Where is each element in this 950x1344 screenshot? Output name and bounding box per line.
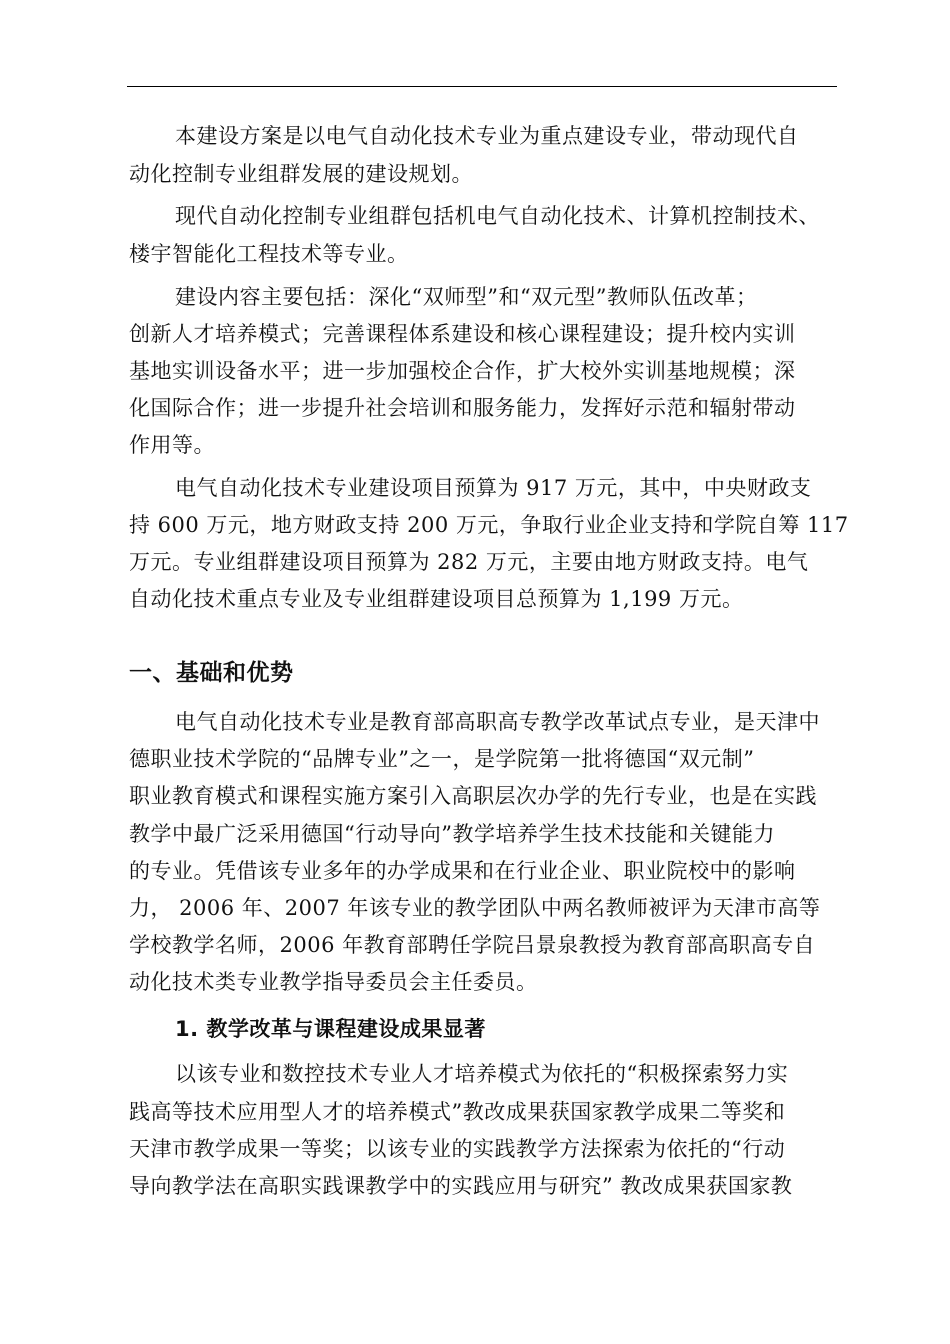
- paragraph-line: 基地实训设备水平；进一步加强校企合作，扩大校外实训基地规模；深: [129, 359, 796, 383]
- paragraph-line: 电气自动化技术专业是教育部高职高专教学改革试点专业，是天津中: [175, 710, 820, 734]
- paragraph-line: 践高等技术应用型人才的培养模式”教改成果获国家教学成果二等奖和: [129, 1100, 786, 1124]
- paragraph-line: 天津市教学成果一等奖；以该专业的实践教学方法探索为依托的“行动: [129, 1137, 786, 1161]
- paragraph-line: 电气自动化技术专业建设项目预算为 917 万元，其中，中央财政支: [175, 476, 812, 500]
- paragraph-line: 以该专业和数控技术专业人才培养模式为依托的“积极探索努力实: [175, 1062, 789, 1086]
- header-rule: [127, 86, 837, 87]
- paragraph-line: 作用等。: [129, 433, 215, 457]
- paragraph-line: 自动化技术重点专业及专业组群建设项目总预算为 1,199 万元。: [129, 587, 744, 611]
- paragraph-line: 德职业技术学院的“品牌专业”之一，是学院第一批将德国“双元制”: [129, 747, 755, 771]
- paragraph-line: 导向教学法在高职实践课教学中的实践应用与研究” 教改成果获国家教: [129, 1174, 793, 1198]
- paragraph-line: 动化控制专业组群发展的建设规划。: [129, 162, 473, 186]
- paragraph-line: 化国际合作；进一步提升社会培训和服务能力，发挥好示范和辐射带动: [129, 396, 796, 420]
- paragraph-line: 本建设方案是以电气自动化技术专业为重点建设专业，带动现代自: [175, 124, 799, 148]
- paragraph-line: 现代自动化控制专业组群包括机电气自动化技术、计算机控制技术、: [175, 204, 820, 228]
- paragraph-line: 建设内容主要包括：深化“双师型”和“双元型”教师队伍改革；: [175, 285, 758, 309]
- paragraph-line: 楼宇智能化工程技术等专业。: [129, 242, 409, 266]
- paragraph-line: 学校教学名师，2006 年教育部聘任学院吕景泉教授为教育部高职高专自: [129, 933, 816, 957]
- paragraph-line: 的专业。凭借该专业多年的办学成果和在行业企业、职业院校中的影响: [129, 859, 796, 883]
- paragraph-line: 持 600 万元，地方财政支持 200 万元，争取行业企业支持和学院自筹 117: [129, 513, 849, 537]
- paragraph-line: 创新人才培养模式；完善课程体系建设和核心课程建设；提升校内实训: [129, 322, 796, 346]
- paragraph-line: 力， 2006 年、2007 年该专业的教学团队中两名教师被评为天津市高等: [129, 896, 821, 920]
- section-heading: 一、基础和优势: [129, 660, 294, 686]
- paragraph-line: 职业教育模式和课程实施方案引入高职层次办学的先行专业，也是在实践: [129, 784, 817, 808]
- subsection-heading: 1. 教学改革与课程建设成果显著: [175, 1017, 486, 1041]
- paragraph-line: 教学中最广泛采用德国“行动导向”教学培养学生技术技能和关键能力: [129, 822, 775, 846]
- paragraph-line: 万元。专业组群建设项目预算为 282 万元，主要由地方财政支持。电气: [129, 550, 809, 574]
- paragraph-line: 动化技术类专业教学指导委员会主任委员。: [129, 970, 538, 994]
